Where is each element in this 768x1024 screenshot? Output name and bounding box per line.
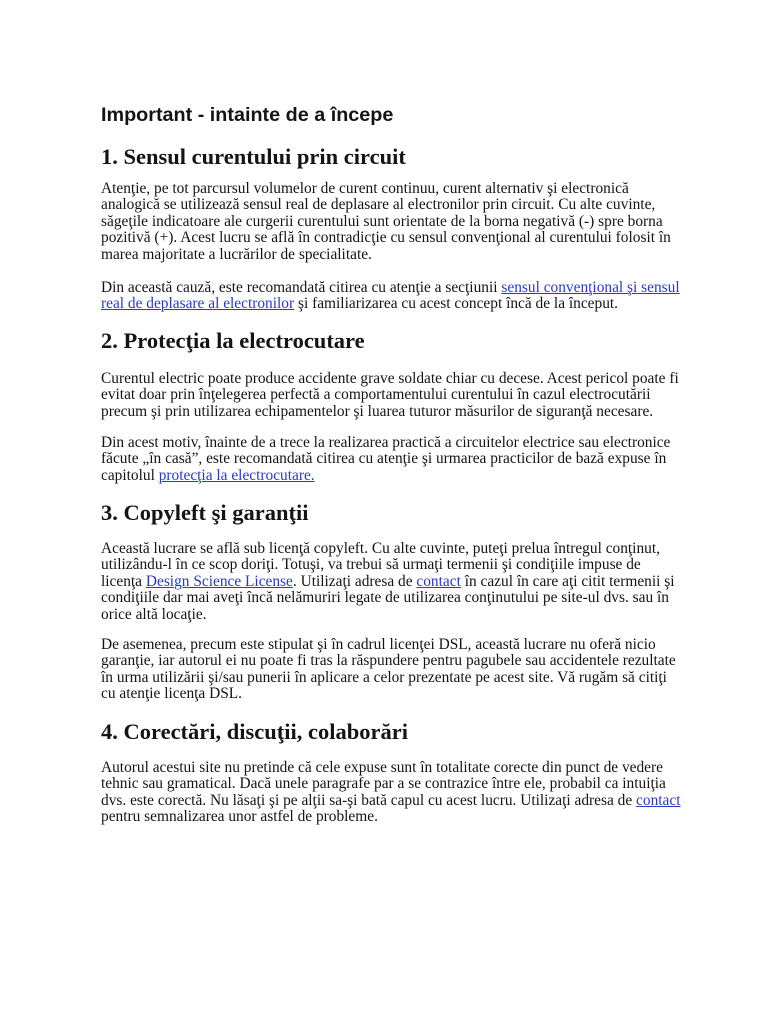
paragraph — [101, 280, 680, 313]
text-segment: licenţa — [101, 572, 146, 590]
text-segment: Din această cauză, este recomandată citirea cu atenţie a secţiunii — [101, 279, 502, 296]
section-title: 4. Corectări, discuţii, colaborări — [101, 719, 409, 744]
text-segment: capitolul — [101, 466, 159, 484]
link-sensul-conventional-continued[interactable]: real de deplasare al electronilor — [101, 295, 295, 313]
text-line: în urma utilizării şi/sau punerii în aplicare a celor prezentate pe acest site. Vă rugăm să citiţi — [101, 668, 667, 686]
link-design-science-license[interactable]: Design Science License — [145, 572, 293, 590]
section-title: 2. Protecţia la electrocutare — [101, 328, 365, 353]
text-line: tehnic sau gramatical. Dacă unele paragrafe par a se contrazice între ele, probabil ca intuiţia — [101, 775, 666, 793]
text-line: Atenţie, pe tot parcursul volumelor de curent continuu, curent alternativ şi electronică — [101, 180, 629, 197]
text-segment: . Utilizaţi adresa de — [292, 572, 417, 590]
text-line: pozitivă (+). Acest lucru se află în contradicţie cu sensul convenţional al curentului folosit în — [101, 229, 671, 247]
text-line — [101, 296, 680, 312]
text-line — [101, 280, 680, 296]
text-line: săgeţile indicatoare ale curgerii curentului sunt orientate de la borna negativă (-) spre borna — [101, 212, 663, 230]
link-contact[interactable]: contact — [416, 572, 461, 590]
text-line: orice altă locaţie. — [101, 605, 207, 623]
link-contact[interactable]: contact — [636, 791, 681, 809]
text-line: făcute „în casă”, este recomandată citirea cu atenţie şi urmarea practicilor de bază expuse în — [101, 450, 667, 468]
paragraph — [101, 371, 679, 420]
text-line: cu atenţie licenţa DSL. — [101, 685, 243, 703]
paragraph — [101, 760, 680, 826]
paragraph — [101, 637, 676, 703]
text-segment: dvs. este corectă. Nu lăsaţi şi pe alţii sa-şi bată capul cu acest lucru. Utilizaţi adresa de — [101, 791, 637, 809]
text-segment: în cazul în care aţi citit termenii şi — [460, 572, 675, 590]
paragraph — [101, 181, 671, 263]
text-line: analogică se utilizează sensul real de deplasare al electronilor prin circuit. Cu alte cuvinte, — [101, 196, 656, 214]
text-line: condiţiile dar mai aveţi încă nelămuriri legate de utilizarea conţinutului pe site-ul dvs. sau în — [101, 589, 669, 607]
text-line: garanţie, iar autorul ei nu poate fi tras la răspundere pentru pagubele sau accidentele rezultate — [101, 652, 676, 670]
text-line — [101, 574, 675, 590]
text-line — [101, 468, 670, 484]
text-segment: şi familiarizarea cu acest concept încă de la început. — [294, 295, 619, 313]
text-line: pentru semnalizarea unor astfel de probleme. — [101, 808, 378, 826]
text-line: Această lucrare se află sub licenţă copyleft. Cu alte cuvinte, puteţi prelua întregul conţinut, — [101, 540, 660, 557]
text-line: De asemenea, precum este stipulat şi în cadrul licenţei DSL, această lucrare nu oferă nicio — [101, 636, 656, 653]
text-line: utilizându-l în ce scop doriţi. Totuşi, va trebui să urmaţi termenii şi condiţiile impuse de — [101, 556, 641, 574]
text-line: marea majoritate a lucrărilor de specialitate. — [101, 245, 372, 263]
document-heading: Important - intainte de a începe — [101, 104, 394, 126]
section-title: 3. Copyleft şi garanţii — [101, 500, 309, 525]
text-line — [101, 793, 680, 809]
paragraph — [101, 435, 670, 484]
link-protectia-la-electrocutare[interactable]: protecţia la electrocutare. — [158, 466, 315, 484]
paragraph — [101, 541, 675, 623]
text-line: precum şi prin utilizarea echipamentelor şi luarea tuturor măsurilor de siguranţă necesare. — [101, 402, 654, 420]
link-sensul-conventional[interactable]: sensul convenţional şi sensul — [501, 279, 680, 296]
text-line: Autorul acestui site nu pretinde că cele expuse sunt în totalitate corecte din punct de vedere — [101, 759, 663, 776]
text-line: Curentul electric poate produce accidente grave soldate chiar cu decese. Acest pericol poate fi — [101, 370, 679, 387]
section-title: 1. Sensul curentului prin circuit — [101, 144, 406, 169]
text-line: Din acest motiv, înainte de a trece la realizarea practică a circuitelor electrice sau electronice — [101, 434, 671, 451]
text-line: evitat doar prin înţelegerea perfectă a comportamentului curentului în cazul electrocutării — [101, 386, 651, 404]
